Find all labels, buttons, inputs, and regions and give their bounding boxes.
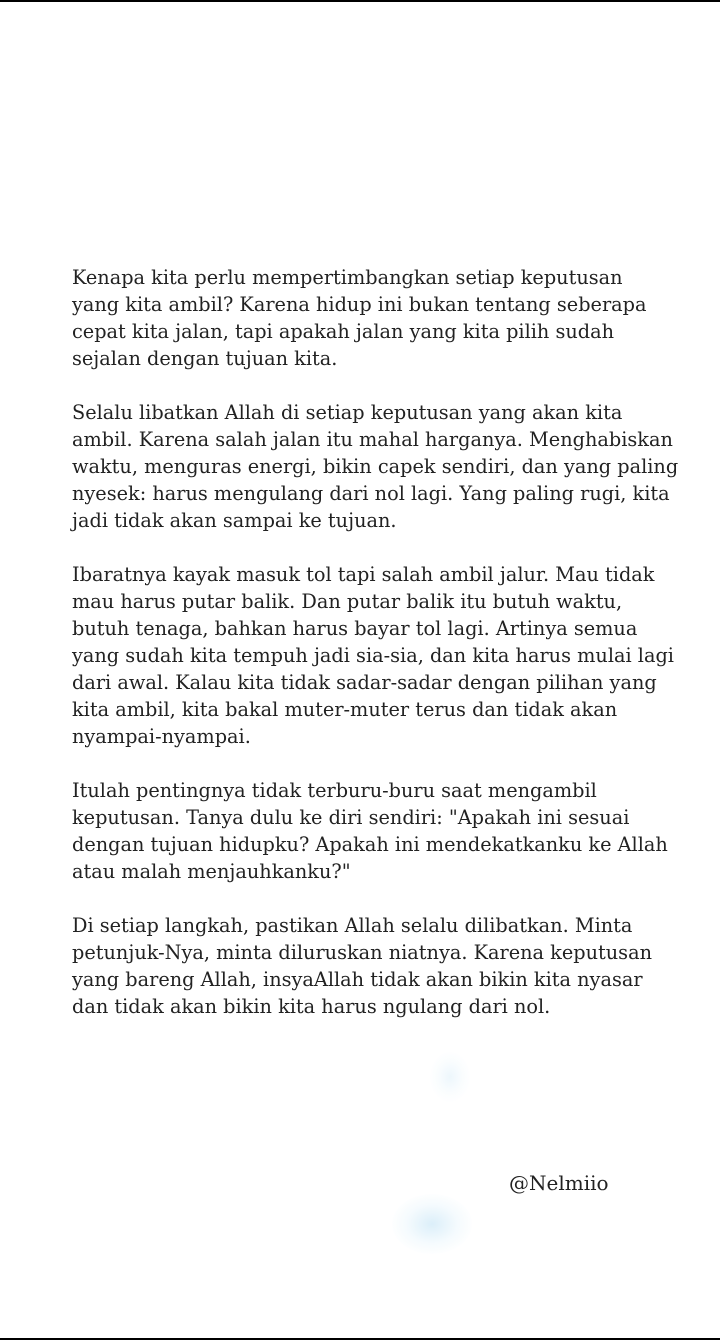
text-line: atau malah menjauhkanku?"	[72, 860, 351, 883]
paragraph	[72, 561, 674, 750]
text-line: Ibaratnya kayak masuk tol tapi salah ambil jalur. Mau tidak	[72, 563, 655, 586]
paragraph	[72, 777, 668, 885]
text-line: dan tidak akan bikin kita harus ngulang dari nol.	[72, 995, 551, 1018]
text-line: yang kita ambil? Karena hidup ini bukan tentang seberapa	[72, 293, 647, 316]
text-line: mau harus putar balik. Dan putar balik itu butuh waktu,	[72, 590, 623, 613]
text-line: ambil. Karena salah jalan itu mahal harganya. Menghabiskan	[72, 428, 673, 451]
text-line: waktu, menguras energi, bikin capek sendiri, dan yang paling	[72, 455, 679, 478]
text-line: sejalan dengan tujuan kita.	[72, 347, 338, 370]
text-line: cepat kita jalan, tapi apakah jalan yang kita pilih sudah	[72, 320, 615, 343]
text-line: keputusan. Tanya dulu ke diri sendiri: "Apakah ini sesuai	[72, 806, 630, 829]
paragraph	[72, 912, 662, 1020]
author-signature: @Nelmiio	[509, 1171, 609, 1195]
text-line: nyesek: harus mengulang dari nol lagi. Yang paling rugi, kita	[72, 482, 670, 505]
text-line: yang bareng Allah, insyaAllah tidak akan bikin kita nyasar	[72, 968, 643, 991]
article-body	[72, 264, 679, 1047]
text-line: yang sudah kita tempuh jadi sia-sia, dan kita harus mulai lagi	[72, 644, 674, 667]
text-line: Kenapa kita perlu mempertimbangkan setiap keputusan	[72, 266, 623, 289]
text-line: petunjuk-Nya, minta diluruskan niatnya. Karena keputusan	[72, 941, 652, 964]
text-line: nyampai-nyampai.	[72, 725, 251, 748]
text-line: Selalu libatkan Allah di setiap keputusan yang akan kita	[72, 401, 623, 424]
paragraph	[72, 264, 662, 372]
paragraph	[72, 399, 679, 534]
background-smudge	[392, 1194, 472, 1254]
text-line: dengan tujuan hidupku? Apakah ini mendekatkanku ke Allah	[72, 833, 668, 856]
document-page	[0, 2, 720, 1338]
text-line: jadi tidak akan sampai ke tujuan.	[72, 509, 397, 532]
background-smudge	[430, 1052, 470, 1102]
text-line: kita ambil, kita bakal muter-muter terus dan tidak akan	[72, 698, 618, 721]
text-line: dari awal. Kalau kita tidak sadar-sadar dengan pilihan yang	[72, 671, 657, 694]
text-line: butuh tenaga, bahkan harus bayar tol lagi. Artinya semua	[72, 617, 638, 640]
text-line: Itulah pentingnya tidak terburu-buru saat mengambil	[72, 779, 597, 802]
text-line: Di setiap langkah, pastikan Allah selalu dilibatkan. Minta	[72, 914, 633, 937]
